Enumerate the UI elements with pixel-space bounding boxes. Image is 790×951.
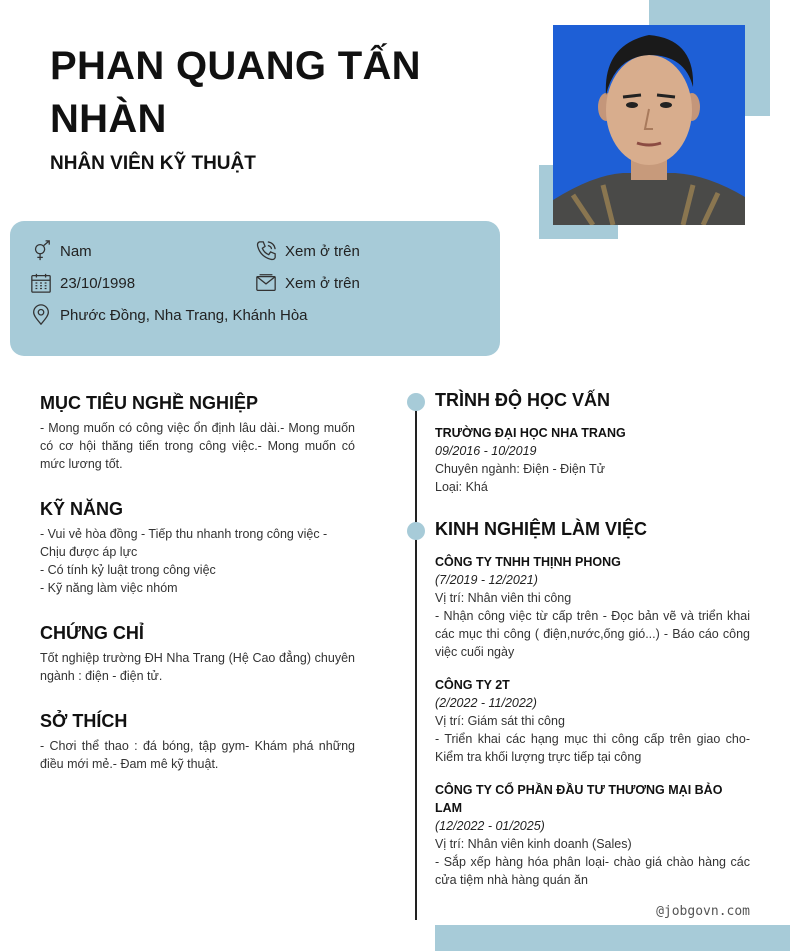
timeline-line <box>415 402 417 920</box>
education-period: 09/2016 - 10/2019 <box>435 444 537 458</box>
job-description: - Triển khai các hạng mục thi công cấp trên giao cho- Kiểm tra khối lượng trực tiếp tại công <box>435 732 750 764</box>
job-entry <box>435 781 750 889</box>
info-birthdate <box>30 272 135 294</box>
certificates-text: Tốt nghiệp trường ĐH Nha Trang (Hệ Cao đẳng) chuyên ngành : điện - điện tử. <box>40 651 355 683</box>
info-phone <box>255 240 360 262</box>
career-goal-text: - Mong muốn có công việc ổn định lâu dài.- Mong muốn có cơ hội thăng tiến trong công việc.- Mong muốn có mức lương tốt. <box>40 421 355 471</box>
job-description: - Sắp xếp hàng hóa phân loại- chào giá chào hàng các cửa tiệm nhà hàng quán ăn <box>435 855 750 887</box>
phone-icon <box>255 240 277 262</box>
skill-item: - Có tính kỷ luật trong công việc <box>40 563 216 577</box>
job-position: Vị trí: Giám sát thi công <box>435 714 565 728</box>
skills-title: KỸ NĂNG <box>40 499 124 519</box>
footer-accent-bar <box>435 925 790 951</box>
hobbies-title: SỞ THÍCH <box>40 711 128 731</box>
address-value: Phước Đồng, Nha Trang, Khánh Hòa <box>60 306 308 324</box>
company-name: CÔNG TY CỔ PHẦN ĐẦU TƯ THƯƠNG MẠI BẢO LAM <box>435 783 723 815</box>
job-title: NHÂN VIÊN KỸ THUẬT <box>50 153 256 174</box>
job-period: (7/2019 - 12/2021) <box>435 573 538 587</box>
info-address <box>30 304 308 326</box>
skill-item: - Kỹ năng làm việc nhóm <box>40 581 178 595</box>
birthdate-value: 23/10/1998 <box>60 274 136 292</box>
info-email <box>255 272 360 294</box>
job-entry <box>435 676 750 766</box>
company-name: CÔNG TY 2T <box>435 678 510 692</box>
company-name: CÔNG TY TNHH THỊNH PHONG <box>435 555 621 569</box>
job-period: (2/2022 - 11/2022) <box>435 696 537 710</box>
education-grade: Loại: Khá <box>435 480 488 494</box>
calendar-icon <box>30 272 52 294</box>
job-position: Vị trí: Nhân viên thi công <box>435 591 572 605</box>
job-entry <box>435 553 750 661</box>
timeline-dot-experience <box>407 522 425 540</box>
certificates-title: CHỨNG CHỈ <box>40 623 144 643</box>
profile-photo <box>553 25 745 225</box>
skills-list <box>40 525 355 597</box>
portrait-illustration <box>553 25 745 225</box>
education-title: TRÌNH ĐỘ HỌC VẤN <box>435 390 610 410</box>
education-block <box>435 424 750 496</box>
candidate-name: PHAN QUANG TẤN NHÀN <box>50 44 421 141</box>
job-period: (12/2022 - 01/2025) <box>435 819 545 833</box>
experience-title: KINH NGHIỆM LÀM VIỆC <box>435 519 648 539</box>
gender-icon <box>30 240 52 262</box>
education-major: Chuyên ngành: Điện - Điện Tử <box>435 462 606 476</box>
info-gender <box>30 240 92 262</box>
career-goal-title: MỤC TIÊU NGHỀ NGHIỆP <box>40 393 259 413</box>
email-value: Xem ở trên <box>285 274 360 292</box>
job-description: - Nhận công việc từ cấp trên - Đọc bản vẽ và triển khai các mục thi công ( điện,nước,ống gió...) - Báo cáo công việc cuối ngày <box>435 609 750 659</box>
hobbies-text: - Chơi thể thao : đá bóng, tập gym- Khám phá những điều mới mẻ.- Đam mê kỹ thuật. <box>40 739 355 771</box>
timeline-dot-education <box>407 393 425 411</box>
source-credit: @jobgovn.com <box>656 904 750 919</box>
gender-value: Nam <box>60 242 92 260</box>
email-icon <box>255 272 277 294</box>
phone-value: Xem ở trên <box>285 242 360 260</box>
job-position: Vị trí: Nhân viên kinh doanh (Sales) <box>435 837 632 851</box>
school-name: TRƯỜNG ĐẠI HỌC NHA TRANG <box>435 426 626 440</box>
skill-item: - Vui vẻ hòa đồng - Tiếp thu nhanh trong công việc - Chịu được áp lực <box>40 527 328 559</box>
location-icon <box>30 304 52 326</box>
